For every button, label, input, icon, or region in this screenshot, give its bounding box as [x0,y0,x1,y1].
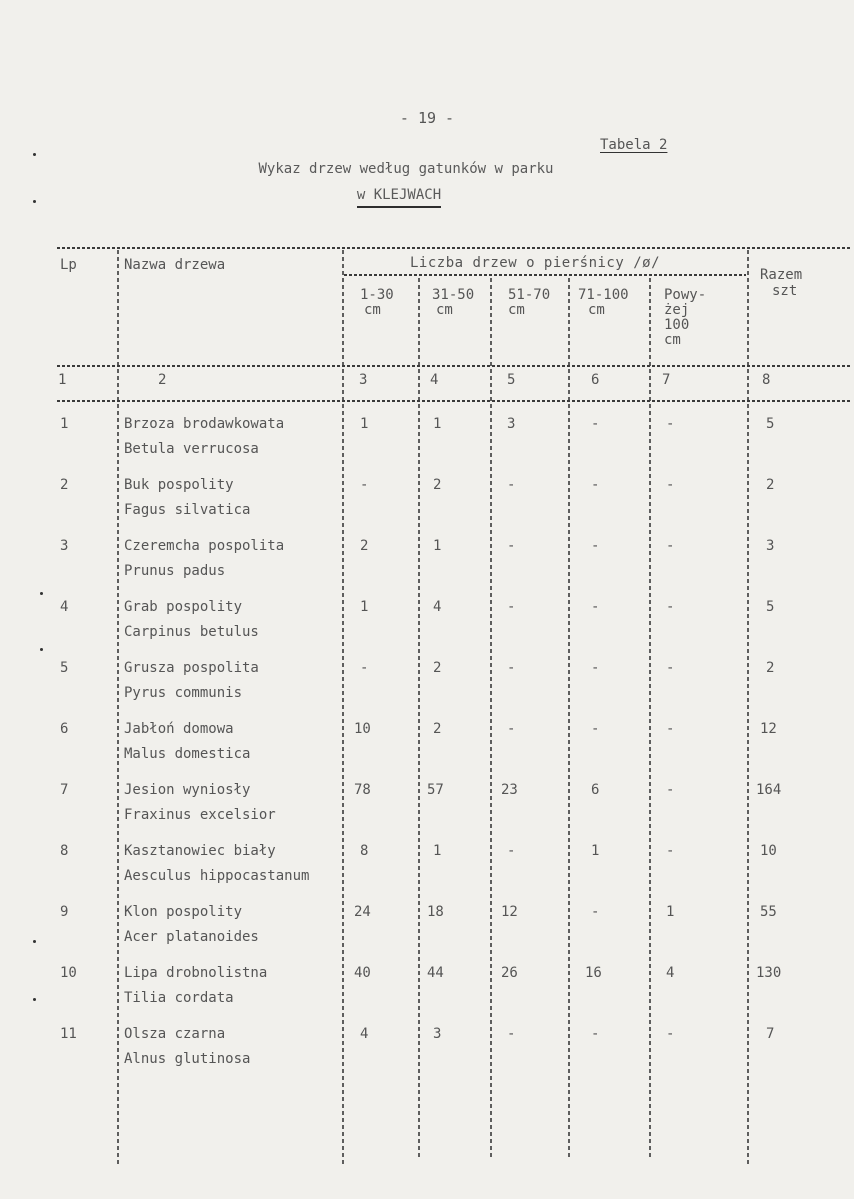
cell-71-100: - [591,1026,600,1042]
cell-51-70: - [507,721,516,737]
cell-1-30: 4 [360,1026,369,1042]
cell-polish-name: Czeremcha pospolita [124,538,285,554]
column-number: 6 [591,372,600,388]
cell-over-100: 1 [666,904,675,920]
cell-1-30: 24 [354,904,371,920]
cell-total: 7 [766,1026,775,1042]
cell-lp: 5 [60,660,69,676]
cell-latin-name: Prunus padus [124,563,226,579]
cell-51-70: - [507,477,516,493]
header-col1-l2: cm [364,302,381,318]
cell-71-100: - [591,416,600,432]
cell-total: 164 [756,782,782,798]
cell-over-100: - [666,843,675,859]
cell-polish-name: Buk pospolity [124,477,234,493]
column-number: 8 [762,372,771,388]
header-col5-l1: Powy- [664,287,707,303]
header-col4-l2: cm [588,302,605,318]
table-title-line2 [0,187,798,203]
cell-71-100: - [591,538,600,554]
header-group: Liczba drzew o pierśnicy /ø/ [410,255,661,271]
cell-polish-name: Grab pospolity [124,599,243,615]
cell-71-100: - [591,477,600,493]
cell-lp: 4 [60,599,69,615]
header-col3-l2: cm [508,302,525,318]
cell-over-100: - [666,599,675,615]
column-number: 7 [662,372,671,388]
cell-lp: 6 [60,721,69,737]
cell-latin-name: Carpinus betulus [124,624,259,640]
cell-polish-name: Jabłoń domowa [124,721,234,737]
cell-latin-name: Fagus silvatica [124,502,251,518]
cell-lp: 1 [60,416,69,432]
header-col2-l1: 31-50 [432,287,475,303]
header-col1-l1: 1-30 [360,287,394,303]
header-lp: Lp [60,257,77,273]
column-number: 5 [507,372,516,388]
cell-polish-name: Klon pospolity [124,904,243,920]
cell-latin-name: Tilia cordata [124,990,234,1006]
cell-latin-name: Acer platanoides [124,929,259,945]
cell-polish-name: Lipa drobnolistna [124,965,268,981]
cell-1-30: 2 [360,538,369,554]
cell-71-100: 1 [591,843,600,859]
margin-dot [40,648,43,651]
cell-31-50: 57 [427,782,444,798]
header-total-l2: szt [772,283,798,299]
cell-lp: 10 [60,965,77,981]
cell-over-100: - [666,538,675,554]
cell-31-50: 1 [433,416,442,432]
cell-lp: 3 [60,538,69,554]
cell-51-70: - [507,1026,516,1042]
cell-51-70: 3 [507,416,516,432]
cell-total: 2 [766,660,775,676]
margin-dot [33,153,36,156]
cell-latin-name: Fraxinus excelsior [124,807,276,823]
margin-dot [33,940,36,943]
cell-31-50: 18 [427,904,444,920]
header-col4-l1: 71-100 [578,287,629,303]
cell-lp: 7 [60,782,69,798]
cell-total: 130 [756,965,782,981]
cell-31-50: 2 [433,660,442,676]
header-col3-l1: 51-70 [508,287,551,303]
cell-over-100: 4 [666,965,675,981]
cell-31-50: 2 [433,721,442,737]
cell-total: 2 [766,477,775,493]
header-col2-l2: cm [436,302,453,318]
cell-total: 12 [760,721,777,737]
cell-51-70: 26 [501,965,518,981]
cell-71-100: - [591,721,600,737]
cell-31-50: 1 [433,538,442,554]
header-total-l1: Razem [760,267,803,283]
cell-31-50: 3 [433,1026,442,1042]
cell-31-50: 2 [433,477,442,493]
table-label: Tabela 2 [600,137,668,153]
cell-over-100: - [666,721,675,737]
cell-over-100: - [666,416,675,432]
cell-over-100: - [666,477,675,493]
cell-polish-name: Brzoza brodawkowata [124,416,285,432]
cell-1-30: 1 [360,599,369,615]
cell-1-30: 8 [360,843,369,859]
cell-latin-name: Malus domestica [124,746,251,762]
cell-71-100: 16 [585,965,602,981]
header-col5-l4: cm [664,332,681,348]
cell-51-70: - [507,599,516,615]
cell-51-70: - [507,538,516,554]
cell-71-100: 6 [591,782,600,798]
cell-31-50: 4 [433,599,442,615]
cell-total: 5 [766,599,775,615]
header-col5-l2: żej [664,302,690,318]
cell-1-30: 1 [360,416,369,432]
cell-1-30: 40 [354,965,371,981]
cell-total: 5 [766,416,775,432]
cell-total: 55 [760,904,777,920]
cell-lp: 8 [60,843,69,859]
cell-lp: 11 [60,1026,77,1042]
margin-dot [33,998,36,1001]
cell-polish-name: Kasztanowiec biały [124,843,276,859]
column-number: 2 [158,372,167,388]
cell-51-70: - [507,660,516,676]
cell-31-50: 44 [427,965,444,981]
cell-lp: 2 [60,477,69,493]
cell-71-100: - [591,660,600,676]
cell-71-100: - [591,904,600,920]
cell-51-70: - [507,843,516,859]
page-number: - 19 - [399,109,455,127]
column-number: 1 [58,372,67,388]
cell-latin-name: Alnus glutinosa [124,1051,251,1067]
margin-dot [40,592,43,595]
cell-polish-name: Olsza czarna [124,1026,226,1042]
cell-over-100: - [666,782,675,798]
cell-over-100: - [666,1026,675,1042]
table-title-place: w KLEJWACH [357,187,441,208]
cell-31-50: 1 [433,843,442,859]
cell-71-100: - [591,599,600,615]
cell-51-70: 12 [501,904,518,920]
margin-dot [33,200,36,203]
cell-1-30: - [360,660,369,676]
cell-total: 10 [760,843,777,859]
cell-polish-name: Grusza pospolita [124,660,259,676]
cell-latin-name: Pyrus communis [124,685,243,701]
column-number: 3 [359,372,368,388]
cell-latin-name: Aesculus hippocastanum [124,868,310,884]
cell-latin-name: Betula verrucosa [124,441,259,457]
cell-51-70: 23 [501,782,518,798]
cell-over-100: - [666,660,675,676]
cell-polish-name: Jesion wyniosły [124,782,251,798]
column-number: 4 [430,372,439,388]
cell-1-30: - [360,477,369,493]
cell-total: 3 [766,538,775,554]
cell-1-30: 78 [354,782,371,798]
cell-1-30: 10 [354,721,371,737]
table-title-line1: Wykaz drzew według gatunków w parku [258,161,554,177]
header-col5-l3: 100 [664,317,690,333]
cell-lp: 9 [60,904,69,920]
header-name: Nazwa drzewa [124,257,226,273]
